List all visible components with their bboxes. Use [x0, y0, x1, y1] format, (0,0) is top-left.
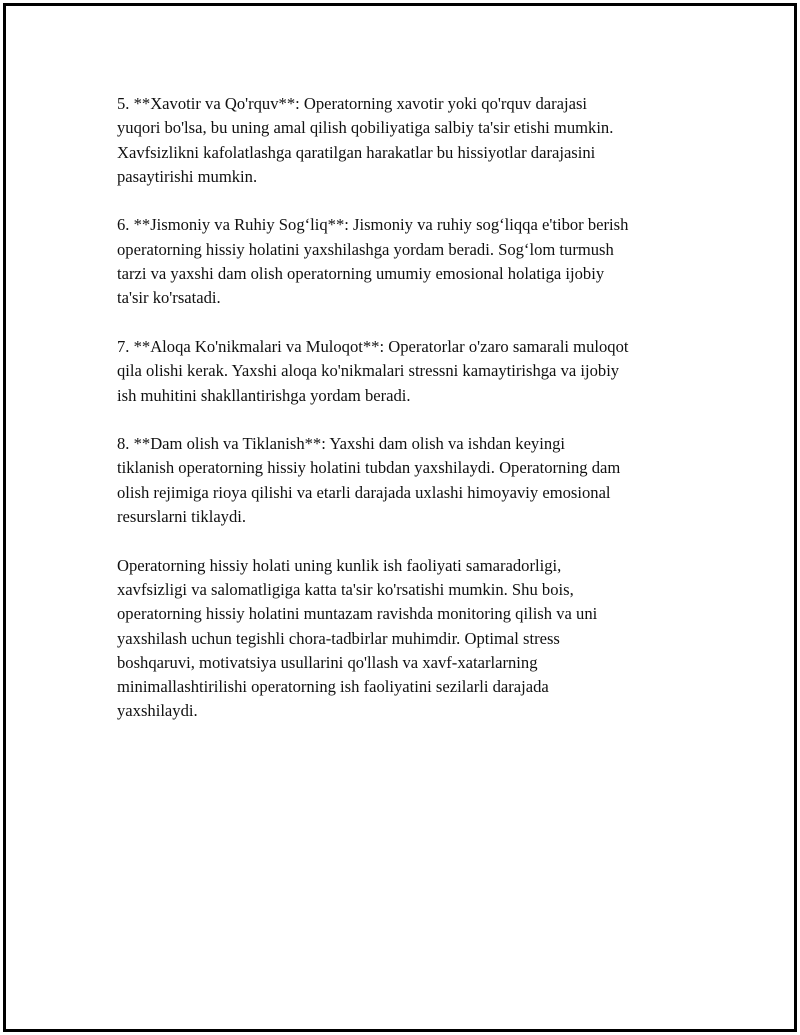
paragraph-physical-mental-health: 6. **Jismoniy va Ruhiy Sog‘liq**: Jismoniy va ruhiy sog‘liqqa e'tibor berish operatorning hissiy holatini yaxshilashga yordam beradi. Sog‘lom turmush tarzi va yaxshi dam olish operatorning umumiy emosional holatiga ijobiy ta'sir ko'rsatadi.	[117, 215, 629, 308]
paragraph-anxiety-fear: 5. **Xavotir va Qo'rquv**: Operatorning xavotir yoki qo'rquv darajasi yuqori bo'lsa, bu uning amal qilish qobiliyatiga salbiy ta'sir etishi mumkin. Xavfsizlikni kafolatlashga qaratilgan harakatlar bu hissiyotlar darajasini pasaytirishi mumkin.	[117, 94, 614, 186]
paragraph-conclusion: Operatorning hissiy holati uning kunlik ish faoliyati samaradorligi, xavfsizligi va salomatligiga katta ta'sir ko'rsatishi mumkin. Shu bois, operatorning hissiy holatini muntazam ravishda monitoring qilish va uni yaxshilash uchun tegishli chora-tadbirlar muhimdir. Optimal stress boshqaruvi, motivatsiya usullarini qo'llash va xavf-xatarlarning minimallashtirilishi operatorning ish faoliyatini sezilarli darajada yaxshilaydi.	[117, 555, 598, 721]
paragraph-communication-skills: 7. **Aloqa Ko'nikmalari va Muloqot**: Operatorlar o'zaro samarali muloqot qila olishi kerak. Yaxshi aloqa ko'nikmalari stressni kamaytirishga va ijobiy ish muhitini shakllantirishga yordam beradi.	[117, 336, 629, 405]
paragraph-rest-recovery: 8. **Dam olish va Tiklanish**: Yaxshi dam olish va ishdan keyingi tiklanish operatorning hissiy holatini tubdan yaxshilaydi. Operatorning dam olish rejimiga rioya qilishi va etarli darajada uxlashi himoyaviy emosional resurslarni tiklaydi.	[117, 434, 621, 527]
document-body	[117, 92, 697, 748]
